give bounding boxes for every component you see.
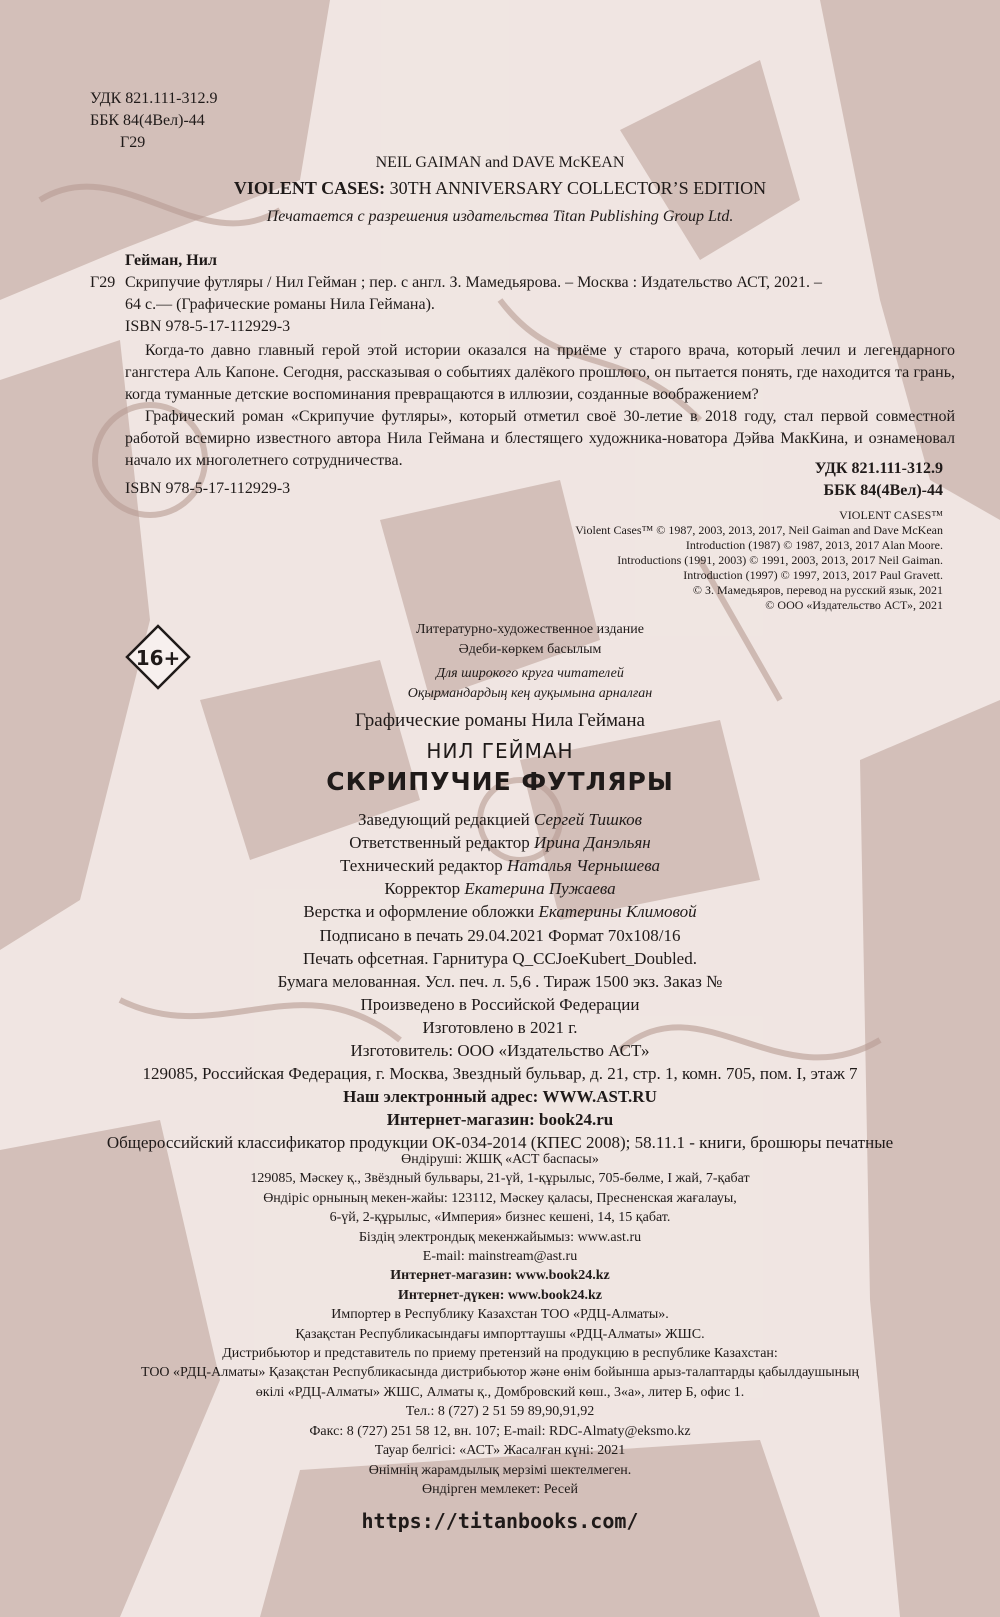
copyright-line: Violent Cases™ © 1987, 2003, 2013, 2017, Neil Gaiman and Dave McKean [575, 523, 943, 537]
kz-info-line: Өндіріс орнының мекен-жайы: 123112, Мәскеу қаласы, Пресненская жағалауы, [263, 1190, 737, 1206]
kz-info-line: өкілі «РДЦ-Алматы» ЖШС, Алматы қ., Домбровский көш., 3«а», литер Б, офис 1. [255, 1384, 745, 1400]
audience-kz: Оқырмандардың кең ауқымына арналған [407, 686, 653, 701]
copyright-line: © З. Мамедьяров, перевод на русский язык, 2021 [692, 583, 943, 597]
credit-role: Корректор [384, 879, 461, 898]
annotation-paragraph-2: Графический роман «Скрипучие футляры», который отметил своё 30-летие в 2018 году, стал первой совместной работой всемирно известного автора Нила Геймана и блестящего художника-новатора Дэйва МакКина, и ознаменовал начало их многолетнего сотрудничества. [125, 408, 955, 469]
index-isbn: ISBN 978-5-17-112929-3 [125, 480, 291, 497]
kz-info-line: Дистрибьютор и представитель по приему претензий на продукцию в республике Казахстан: [222, 1346, 778, 1362]
kz-info-line: E-mail: mainstream@ast.ru [422, 1249, 578, 1265]
online-shop: Интернет-магазин: book24.ru [386, 1110, 614, 1129]
original-title [0, 176, 1000, 200]
print-info-line: Бумага мелованная. Усл. печ. л. 5,6 . Тираж 1500 экз. Заказ № [277, 972, 723, 991]
web-address: Наш электронный адрес: WWW.AST.RU [343, 1087, 657, 1106]
kz-info-line: 129085, Мәскеу қ., Звёздный бульвары, 21-үй, 1-құрылыс, 705-бөлме, I жай, 7-қабат [250, 1171, 750, 1187]
credit-name: Сергей Тишков [534, 810, 643, 829]
classification-block [90, 88, 290, 154]
author-sign: Г29 [120, 134, 146, 151]
credit-line [0, 808, 1000, 831]
product-classifier: Общероссийский классификатор продукции ОК-034-2014 (КПЕС 2008); 58.11.1 - книги, брошюры печатные [106, 1133, 894, 1152]
print-info-line: Печать офсетная. Гарнитура Q_CCJoeKubert_Doubled. [303, 949, 697, 968]
edition-type-ru: Литературно-художественное издание [416, 622, 644, 637]
print-info-block [0, 924, 1000, 1154]
print-info-line: Изготовлено в 2021 г. [422, 1018, 578, 1037]
kz-info-line: Өндірген мемлекет: Ресей [422, 1481, 578, 1497]
kz-info-line: Факс: 8 (727) 251 58 12, вн. 107; E-mail: RDC-Almaty@eksmo.kz [309, 1423, 691, 1439]
series-name: Графические романы Нила Геймана [355, 710, 645, 731]
credits-block [0, 808, 1000, 923]
copyright-block [420, 508, 943, 613]
kz-info-line: 6-үй, 2-құрылыс, «Империя» бизнес кешені, 14, 15 қабат. [329, 1210, 671, 1226]
footer-url-link[interactable]: https://titanbooks.com/ [361, 1509, 639, 1533]
biblio-isbn: ISBN 978-5-17-112929-3 [125, 318, 291, 335]
print-info-line: Изготовитель: ООО «Издательство АСТ» [350, 1041, 650, 1060]
udk-code: УДК 821.111-312.9 [90, 90, 218, 107]
copyright-line: VIOLENT CASES™ [839, 508, 943, 522]
credit-name: Екатерины Климовой [538, 902, 697, 921]
credit-role: Верстка и оформление обложки [303, 902, 535, 921]
copyright-line: © ООО «Издательство АСТ», 2021 [765, 598, 943, 612]
kz-info-line: Тауар белгісі: «АСТ» Жасалған күні: 2021 [374, 1443, 626, 1459]
credit-name: Екатерина Пужаева [464, 879, 616, 898]
credit-line [0, 831, 1000, 854]
original-title-rest: 30TH ANNIVERSARY COLLECTOR’S EDITION [385, 178, 767, 198]
kz-info-line: Өнімнің жарамдылық мерзімі шектелмеген. [368, 1462, 632, 1478]
audience-ru: Для широкого круга читателей [436, 666, 624, 681]
credit-line [0, 877, 1000, 900]
credit-role: Заведующий редакцией [357, 810, 530, 829]
credit-role: Технический редактор [340, 856, 503, 875]
copyright-line: Introduction (1997) © 1997, 2013, 2017 Paul Gravett. [683, 568, 943, 582]
copyright-line: Introduction (1987) © 1987, 2013, 2017 Alan Moore. [685, 538, 943, 552]
kz-info-line: Интернет-магазин: www.book24.kz [390, 1268, 610, 1284]
copyright-line: Introductions (1991, 2003) © 1991, 2003, 2013, 2017 Neil Gaiman. [617, 553, 943, 567]
kz-info-line: ТОО «РДЦ-Алматы» Қазақстан Республикасында дистрибьютор және өнім бойынша арыз-талаптарды қабылдаушының [140, 1365, 860, 1381]
book-title: СКРИПУЧИЕ ФУТЛЯРЫ [326, 767, 674, 796]
print-info-line: Подписано в печать 29.04.2021 Формат 70x108/16 [319, 926, 681, 945]
credit-line [0, 854, 1000, 877]
credit-name: Наталья Чернышева [507, 856, 660, 875]
book-author: НИЛ ГЕЙМАН [426, 739, 574, 763]
age-rating-badge [125, 624, 191, 690]
index-udk: УДК 821.111-312.9 [814, 460, 943, 477]
kz-info-line: Тел.: 8 (727) 2 51 59 89,90,91,92 [405, 1404, 595, 1420]
biblio-line-1: Скрипучие футляры / Нил Гейман ; пер. с англ. З. Мамедьярова. – Москва : Издательство АСТ, 2021. – [125, 274, 822, 291]
biblio-line-2: 64 с.— (Графические романы Нила Геймана). [125, 296, 435, 313]
edition-type-kz: Әдеби-көркем басылым [458, 642, 602, 657]
index-bbk: ББК 84(4Вел)-44 [823, 482, 943, 499]
bbk-code: ББК 84(4Вел)-44 [90, 112, 205, 129]
print-info-line: Произведено в Российской Федерации [360, 995, 640, 1014]
permission-note: Печатается с разрешения издательства Titan Publishing Group Ltd. [266, 208, 734, 225]
kz-info-block [0, 1150, 1000, 1499]
original-authors: NEIL GAIMAN and DAVE McKEAN [375, 154, 625, 171]
biblio-sign: Г29 [90, 274, 116, 291]
credit-name: Ирина Данэльян [533, 833, 651, 852]
kz-info-line: Интернет-дүкен: www.book24.kz [397, 1287, 603, 1303]
annotation-paragraph-1: Когда-то давно главный герой этой истории оказался на приёме у старого врача, который лечил и легендарного гангстера Аль Капоне. Сегодня, рассказывая о событиях далёкого прошлого, он пытается понять, где находится та грань, когда туманные детские воспоминания превращаются в иллюзии, созданные воображением? [125, 342, 955, 403]
kz-info-line: Импортер в Республику Казахстан ТОО «РДЦ-Алматы». [331, 1307, 669, 1323]
credit-line [0, 900, 1000, 923]
kz-info-line: Біздің электрондық мекенжайымыз: www.ast.ru [358, 1229, 642, 1245]
original-title-bold: VIOLENT CASES: [233, 178, 386, 198]
biblio-author: Гейман, Нил [125, 252, 217, 269]
credit-role: Ответственный редактор [349, 833, 530, 852]
age-rating-text: 16+ [135, 646, 181, 670]
print-info-line: 129085, Российская Федерация, г. Москва, Звездный бульвар, д. 21, стр. 1, комн. 705, пом. I, этаж 7 [142, 1064, 858, 1083]
kz-info-line: Қазақстан Республикасындағы импорттаушы «РДЦ-Алматы» ЖШС. [295, 1326, 705, 1342]
kz-info-line: Өндіруші: ЖШҚ «АСТ баспасы» [401, 1152, 599, 1167]
